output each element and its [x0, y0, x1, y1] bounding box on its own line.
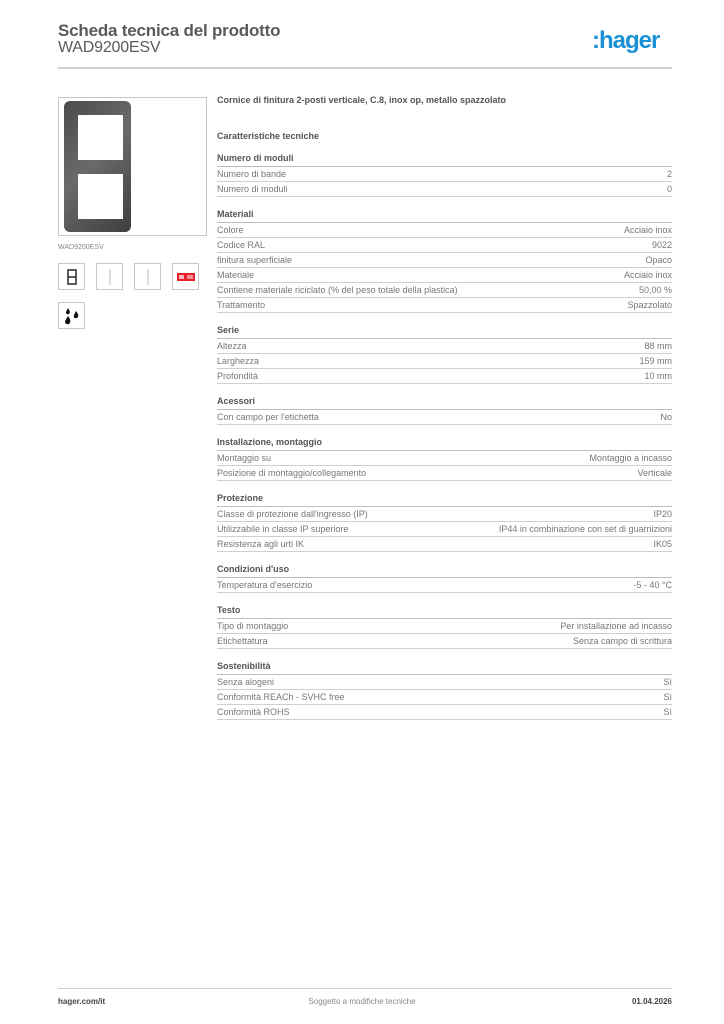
spec-label: Resistenza agli urti IK — [217, 539, 305, 549]
footer-website-link[interactable]: hager.com/it — [58, 997, 106, 1006]
spec-content — [217, 95, 672, 720]
spec-label: Posizione di montaggio/collegamento — [217, 468, 367, 478]
spec-row — [217, 284, 672, 298]
product-code: WAD9200ESV — [58, 39, 161, 56]
spec-value: IP44 in combinazione con set di guarnizioni — [498, 524, 672, 534]
spec-value: Montaggio a incasso — [589, 453, 672, 463]
spec-label: Contiene materiale riciclato (% del peso totale della plastica) — [217, 285, 458, 295]
spec-value: Opaco — [645, 255, 672, 265]
spec-label: Altezza — [217, 341, 247, 351]
spec-value: -5 - 40 °C — [633, 580, 672, 590]
spec-value: Sì — [663, 677, 672, 687]
spec-value: Sì — [663, 707, 672, 717]
footer-notice: Soggetto a modifiche tecniche — [308, 997, 416, 1006]
spec-row — [217, 224, 672, 238]
footer-divider — [58, 988, 672, 989]
spec-value: Per installazione ad incasso — [560, 621, 672, 631]
spec-group-title: Testo — [217, 605, 672, 619]
hager-logo: :hager — [592, 27, 660, 54]
spec-label: Codice RAL — [217, 240, 266, 250]
spec-label: Utilizzabile in classe IP superiore — [217, 524, 349, 534]
spec-row — [217, 467, 672, 481]
page-title: Scheda tecnica del prodotto — [58, 21, 281, 40]
spec-label: Profondità — [217, 371, 259, 381]
spec-row — [217, 538, 672, 552]
spec-value: 50,00 % — [638, 285, 672, 295]
spec-group-title: Protezione — [217, 493, 672, 507]
spec-row — [217, 691, 672, 705]
spec-label: Colore — [217, 225, 244, 235]
spec-row — [217, 523, 672, 537]
spec-row — [217, 706, 672, 720]
spec-label: Tipo di montaggio — [217, 621, 289, 631]
spec-value: 88 mm — [644, 341, 672, 351]
spec-row — [217, 411, 672, 425]
spec-value: 0 — [666, 184, 672, 194]
spec-label: Numero di bande — [217, 169, 287, 179]
spec-row — [217, 676, 672, 690]
spec-group-title: Condizioni d'uso — [217, 564, 672, 578]
spec-row — [217, 508, 672, 522]
spec-value: Acciaio inox — [623, 270, 672, 280]
ip-badge-icon — [172, 263, 199, 290]
spec-group-title: Acessori — [217, 396, 672, 410]
frame-opening-top — [78, 115, 123, 160]
spec-label: Senza alogeni — [217, 677, 275, 687]
spec-group-title: Numero di moduli — [217, 153, 672, 167]
spec-label: Con campo per l'etichetta — [217, 412, 319, 422]
spec-row — [217, 579, 672, 593]
spec-value: 9022 — [651, 240, 672, 250]
spec-row — [217, 620, 672, 634]
line-icon — [96, 263, 123, 290]
spec-value: Spazzolato — [627, 300, 672, 310]
frame-2-vertical-icon — [58, 263, 85, 290]
spec-label: Conformità REACh - SVHC free — [217, 692, 345, 702]
spec-value: 10 mm — [644, 371, 672, 381]
spec-value: 159 mm — [639, 356, 672, 366]
spec-row — [217, 254, 672, 268]
image-caption: WAD9200ESV — [58, 244, 104, 251]
product-image — [58, 97, 207, 236]
spec-label: Etichettatura — [217, 636, 268, 646]
spec-label: Temperatura d'esercizio — [217, 580, 313, 590]
spec-group-title: Installazione, montaggio — [217, 437, 672, 451]
spec-label: Trattamento — [217, 300, 266, 310]
spec-row — [217, 452, 672, 466]
spec-group-title: Serie — [217, 325, 672, 339]
product-description: Cornice di finitura 2-posti verticale, C.8, inox op, metallo spazzolato — [217, 95, 507, 105]
spec-value: Verticale — [637, 468, 672, 478]
spec-value: Sì — [663, 692, 672, 702]
spec-label: Materiale — [217, 270, 255, 280]
spec-row — [217, 370, 672, 384]
spec-label: Classe di protezione dall'ingresso (IP) — [217, 509, 368, 519]
spec-row — [217, 239, 672, 253]
spec-row — [217, 299, 672, 313]
spec-row — [217, 355, 672, 369]
frame-graphic — [64, 101, 131, 232]
spec-value: IP20 — [653, 509, 672, 519]
frame-opening-bottom — [78, 174, 123, 219]
spec-value: Acciaio inox — [623, 225, 672, 235]
spec-row — [217, 183, 672, 197]
header-divider — [58, 67, 672, 69]
spec-value: No — [660, 412, 672, 422]
line-icon — [134, 263, 161, 290]
water-drops-icon — [58, 302, 85, 329]
footer-date: 01.04.2026 — [631, 997, 672, 1006]
spec-label: Larghezza — [217, 356, 260, 366]
spec-row — [217, 340, 672, 354]
spec-label: Numero di moduli — [217, 184, 288, 194]
spec-row — [217, 635, 672, 649]
spec-row — [217, 269, 672, 283]
spec-value: IK05 — [653, 539, 672, 549]
spec-group-title: Materiali — [217, 209, 672, 223]
spec-label: finitura superficiale — [217, 255, 293, 265]
spec-value: Senza campo di scrittura — [572, 636, 672, 646]
spec-label: Conformità ROHS — [217, 707, 290, 717]
spec-groups — [217, 153, 672, 720]
spec-label: Montaggio su — [217, 453, 272, 463]
spec-row — [217, 168, 672, 182]
spec-group-title: Sostenibilità — [217, 661, 672, 675]
section-label: Caratteristiche tecniche — [217, 131, 320, 141]
spec-value: 2 — [666, 169, 672, 179]
